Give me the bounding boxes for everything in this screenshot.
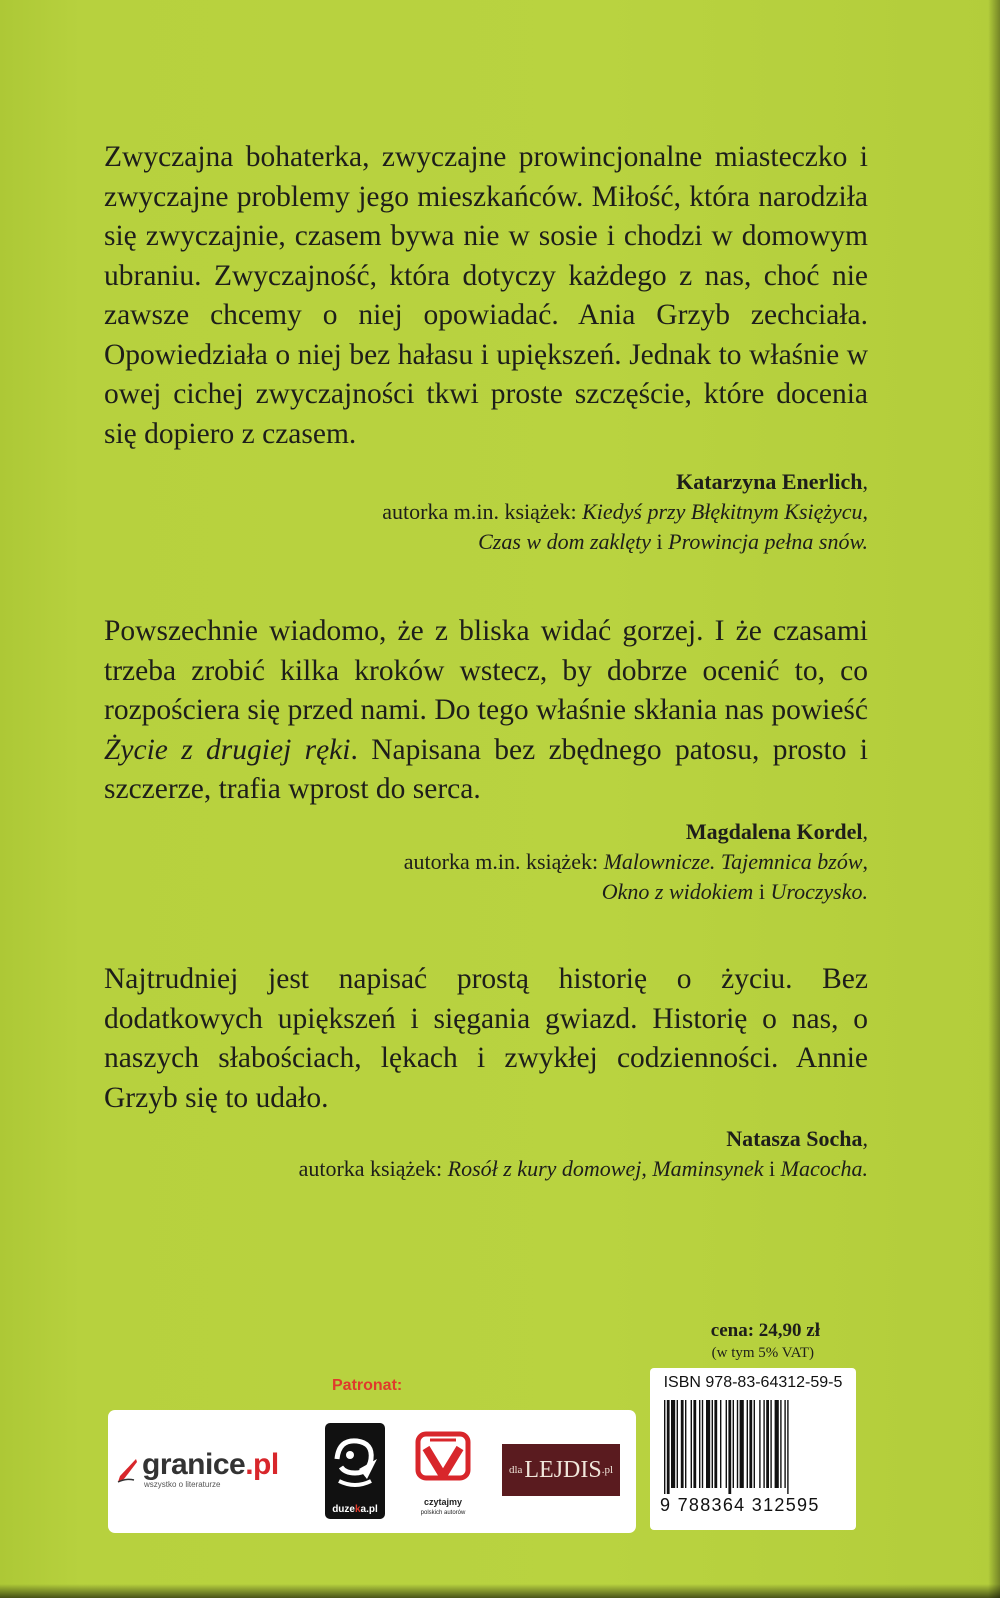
cover-bottom-shadow bbox=[0, 1584, 1000, 1598]
barcode-bar bbox=[664, 1400, 665, 1494]
isbn-barcode-panel bbox=[650, 1368, 856, 1530]
book-title: Czas w dom zaklęty bbox=[478, 529, 652, 554]
ladis-logo bbox=[502, 1444, 620, 1496]
book-title: Kiedyś przy Błękitnym Księżycu bbox=[582, 499, 863, 524]
face-icon bbox=[325, 1429, 385, 1501]
credit-lead: autorka m.in. książek: bbox=[403, 849, 604, 874]
blurb-paragraph-2 bbox=[104, 612, 868, 810]
author-name: Natasza Socha bbox=[726, 1126, 863, 1151]
barcode-bar bbox=[691, 1400, 692, 1488]
duzeka-part: a.pl bbox=[360, 1504, 378, 1515]
credit-and: i bbox=[753, 879, 771, 904]
barcode-bar bbox=[671, 1400, 675, 1488]
blurb-credit-2: Magdalena Kordel, autorka m.in. książek: Malownicze. Tajemnica bzów, Okno z widokiem i Uroczysko. bbox=[403, 819, 868, 904]
ladis-domain: .pl bbox=[601, 1464, 614, 1476]
barcode-bar bbox=[693, 1400, 696, 1488]
book-title: Prowincja pełna snów. bbox=[668, 529, 868, 554]
duzeka-logo bbox=[325, 1423, 385, 1519]
barcode-bar bbox=[754, 1400, 755, 1488]
book-icon bbox=[410, 1430, 476, 1496]
granice-tagline: wszystko o literaturze bbox=[144, 1480, 221, 1489]
credit-and: i bbox=[763, 1156, 781, 1181]
price-block bbox=[711, 1320, 820, 1364]
blurb-credit-1: Katarzyna Enerlich, autorka m.in. książek: Kiedyś przy Błękitnym Księżycu, Czas w dom zaklęty i Prowincja pełna snów. bbox=[382, 469, 868, 554]
price-label: cena: 24,90 zł bbox=[710, 1320, 820, 1341]
granice-domain: .pl bbox=[245, 1448, 279, 1481]
ladis-name: LEJDIS bbox=[524, 1456, 602, 1483]
barcode-digits: 9 788364 312595 bbox=[660, 1495, 820, 1515]
barcode-icon bbox=[662, 1400, 844, 1494]
vat-note: (w tym 5% VAT) bbox=[711, 1345, 814, 1361]
duzeka-label bbox=[325, 1504, 385, 1515]
barcode-bar bbox=[699, 1400, 700, 1488]
blurb-credit-3: Natasza Socha, autorka książek: Rosół z kury domowej, Maminsynek i Macocha. bbox=[298, 1126, 868, 1181]
blurb-paragraph-3: Najtrudniej jest napisać prostą historię o życiu. Bez dodatkowych upiększeń i sięgania gwiazd. Historię o nas, o naszych słabościach, lękach i zwykłej codzienności. Annie Grzyb się to udało. bbox=[104, 963, 868, 1114]
barcode-bar bbox=[702, 1400, 703, 1488]
novel-title: Życie z drugiej ręki bbox=[104, 733, 351, 766]
barcode-bar bbox=[714, 1400, 717, 1488]
barcode-bar bbox=[681, 1400, 684, 1488]
granice-word: granice bbox=[142, 1448, 246, 1481]
book-title: Maminsynek bbox=[652, 1156, 764, 1181]
barcode-bar bbox=[720, 1400, 721, 1488]
barcode-bar bbox=[775, 1400, 779, 1488]
barcode-bar bbox=[763, 1400, 764, 1488]
barcode-bar bbox=[747, 1400, 748, 1488]
isbn-label: ISBN 978-83-64312-59-5 bbox=[663, 1374, 843, 1391]
barcode-bar bbox=[759, 1400, 760, 1488]
blurb-paragraph-1: Zwyczajna bohaterka, zwyczajne prowincjonalne miasteczko i zwyczajne problemy jego mieszkańców. Miłość, która narodziła się zwyczajnie, czasem bywa nie w sosie i chodzi w domowym ubraniu. Zwyczajność, która dotyczy każdego z nas, choć nie zawsze chcemy o niej opowiadać. Ania Grzyb zechciała. Opowiedziała o niej bez hałasu i upiększeń. Jednak to właśnie w owej cichej zwyczajności tkwi proste szczęście, które docenia się dopiero z czasem. bbox=[104, 141, 868, 450]
barcode-bar bbox=[766, 1400, 769, 1488]
patronat-label: Patronat: bbox=[332, 1377, 403, 1394]
czytajmy-word: czytajmy bbox=[423, 1497, 463, 1507]
book-title: Rosół z kury domowej bbox=[447, 1156, 642, 1181]
barcode-bar bbox=[737, 1400, 738, 1488]
pen-icon bbox=[116, 1458, 138, 1484]
patron-logos-panel bbox=[108, 1410, 636, 1533]
barcode-bar bbox=[733, 1400, 734, 1488]
czytajmy-logo bbox=[410, 1430, 476, 1518]
barcode-bar bbox=[784, 1400, 785, 1488]
cover-edge-shadow bbox=[988, 0, 1000, 1598]
barcode-bar bbox=[685, 1400, 686, 1488]
barcode-bar bbox=[677, 1400, 678, 1488]
czytajmy-label bbox=[410, 1498, 476, 1518]
ladis-dla: dla bbox=[508, 1464, 523, 1476]
book-title: Malownicze. Tajemnica bzów bbox=[603, 849, 863, 874]
barcode-bar bbox=[740, 1400, 744, 1488]
granice-logo bbox=[122, 1448, 279, 1489]
barcode-bar bbox=[780, 1400, 781, 1488]
blurb-text: Powszechnie wiadomo, że z bliska widać gorzej. I że czasami trzeba zrobić kilka kroków wstecz, by dobrze ocenić to, co rozpościera się przed nami. Do tego właśnie skłania nas powieść bbox=[104, 615, 868, 726]
barcode-bar bbox=[706, 1400, 710, 1488]
book-title: Macocha. bbox=[780, 1156, 868, 1181]
author-name: Katarzyna Enerlich bbox=[676, 469, 863, 494]
duzeka-part: duze bbox=[332, 1504, 355, 1515]
barcode-bar bbox=[749, 1400, 752, 1488]
author-name: Magdalena Kordel bbox=[685, 819, 863, 844]
barcode-bar bbox=[728, 1400, 731, 1494]
blurb-text: . Napisana bez zbędnego patosu, prosto i szczerze, trafia wprost do serca. bbox=[104, 733, 868, 805]
book-title: Uroczysko. bbox=[770, 879, 868, 904]
barcode-bar bbox=[712, 1400, 713, 1488]
barcode-bar bbox=[726, 1400, 727, 1488]
barcode-bar bbox=[787, 1400, 788, 1494]
credit-lead: autorka m.in. książek: bbox=[382, 499, 583, 524]
credit-lead: autorka książek: bbox=[298, 1156, 448, 1181]
credit-and: i bbox=[651, 529, 669, 554]
czytajmy-tagline: polskich autorów bbox=[420, 1510, 466, 1516]
barcode-bar bbox=[667, 1400, 670, 1494]
barcode-bar bbox=[770, 1400, 771, 1488]
book-title: Okno z widokiem bbox=[601, 879, 754, 904]
duzeka-part: k bbox=[354, 1504, 361, 1515]
